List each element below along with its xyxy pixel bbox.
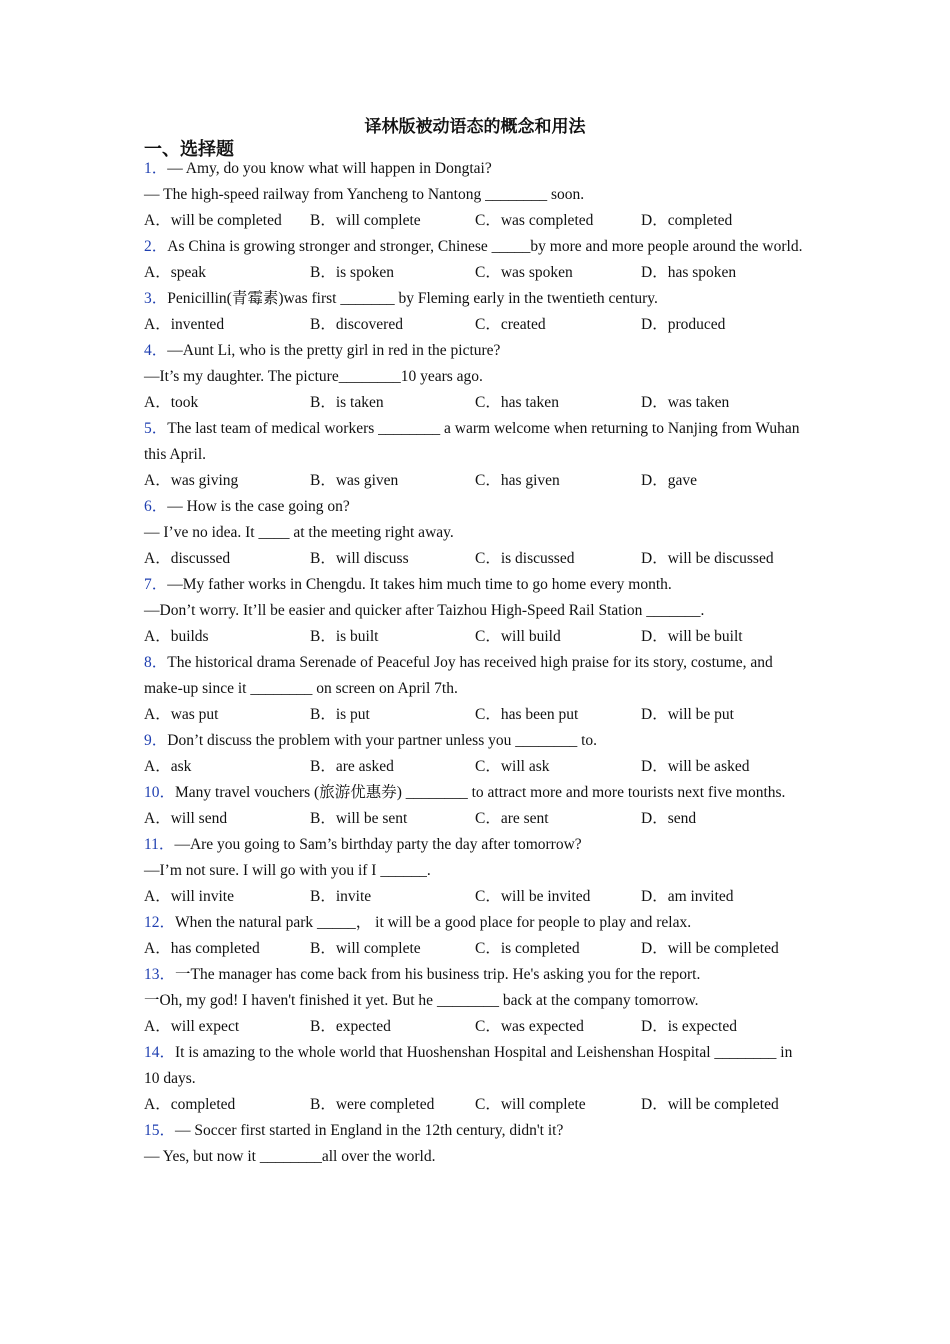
answer-options	[144, 936, 809, 962]
question-number: 1．	[144, 160, 168, 177]
option-b[interactable]: B．will complete	[310, 212, 421, 229]
question-stem	[144, 416, 809, 468]
section-heading: 一、选择题	[144, 139, 234, 159]
answer-options	[144, 546, 809, 572]
option-b[interactable]: B．will be sent	[310, 810, 408, 827]
option-b[interactable]: B．will complete	[310, 940, 421, 957]
option-b[interactable]: B．is taken	[310, 394, 384, 411]
question-number: 8．	[144, 654, 168, 671]
option-c[interactable]: C．is discussed	[475, 550, 575, 567]
option-a[interactable]: A．ask	[144, 758, 192, 775]
question-stem	[144, 832, 809, 858]
question-number: 12．	[144, 914, 176, 931]
option-c[interactable]: C．will ask	[475, 758, 550, 775]
option-c[interactable]: C．are sent	[475, 810, 549, 827]
option-d[interactable]: D．completed	[641, 212, 733, 229]
question-text: 一Oh, my god! I haven't finished it yet. But he ________ back at the company tomorrow.	[144, 992, 699, 1009]
option-d[interactable]: D．will be put	[641, 706, 734, 723]
question-14	[144, 1040, 809, 1118]
answer-options	[144, 624, 809, 650]
question-number: 9．	[144, 732, 168, 749]
question-stem	[144, 338, 809, 364]
question-reply	[144, 182, 809, 208]
question-text: — How is the case going on?	[167, 498, 350, 515]
question-stem	[144, 728, 809, 754]
option-a[interactable]: A．will be completed	[144, 212, 282, 229]
option-a[interactable]: A．took	[144, 394, 199, 411]
question-12	[144, 910, 809, 962]
question-stem	[144, 494, 809, 520]
question-stem	[144, 780, 809, 806]
question-3	[144, 286, 809, 338]
option-a[interactable]: A．was giving	[144, 472, 239, 489]
question-stem	[144, 962, 809, 988]
question-stem	[144, 1040, 809, 1092]
answer-options	[144, 208, 809, 234]
answer-options	[144, 884, 809, 910]
question-11	[144, 832, 809, 910]
question-15	[144, 1118, 809, 1170]
question-1	[144, 156, 809, 234]
option-c[interactable]: C．has been put	[475, 706, 579, 723]
option-d[interactable]: D．is expected	[641, 1018, 737, 1035]
question-text: The historical drama Serenade of Peaceful Joy has received high praise for its story, costume, and make-up since it ________ on screen on April 7th.	[144, 654, 773, 697]
question-text: It is amazing to the whole world that Huoshenshan Hospital and Leishenshan Hospital ________ in 10 days.	[144, 1044, 793, 1087]
question-stem	[144, 156, 809, 182]
option-b[interactable]: B．discovered	[310, 316, 403, 333]
question-number: 3．	[144, 290, 168, 307]
question-stem	[144, 286, 809, 312]
question-text: —Aunt Li, who is the pretty girl in red in the picture?	[167, 342, 501, 359]
option-b[interactable]: B．is built	[310, 628, 379, 645]
question-text: Penicillin(青霉素)was first _______ by Fleming early in the twentieth century.	[167, 290, 658, 307]
page-title: 译林版被动语态的概念和用法	[364, 117, 586, 136]
option-b[interactable]: B．invite	[310, 888, 372, 905]
question-reply	[144, 598, 809, 624]
question-stem	[144, 1118, 809, 1144]
option-a[interactable]: A．invented	[144, 316, 225, 333]
question-text: — Yes, but now it ________all over the world.	[144, 1148, 436, 1165]
question-number: 13．	[144, 966, 176, 983]
question-text: —It’s my daughter. The picture________10 years ago.	[144, 368, 483, 385]
option-c[interactable]: C．will complete	[475, 1096, 586, 1113]
answer-options	[144, 390, 809, 416]
question-8	[144, 650, 809, 728]
option-c[interactable]: C．will build	[475, 628, 561, 645]
option-a[interactable]: A．discussed	[144, 550, 231, 567]
option-d[interactable]: D．produced	[641, 316, 726, 333]
option-d[interactable]: D．will be discussed	[641, 550, 774, 567]
option-c[interactable]: C．was expected	[475, 1018, 584, 1035]
question-number: 4．	[144, 342, 168, 359]
option-d[interactable]: D．am invited	[641, 888, 734, 905]
answer-options	[144, 312, 809, 338]
question-text: —I’m not sure. I will go with you if I ______.	[144, 862, 431, 879]
question-text: Don’t discuss the problem with your partner unless you ________ to.	[167, 732, 598, 749]
option-a[interactable]: A．was put	[144, 706, 219, 723]
option-d[interactable]: D．was taken	[641, 394, 730, 411]
question-number: 5．	[144, 420, 168, 437]
question-text: — Amy, do you know what will happen in Dongtai?	[167, 160, 492, 177]
question-4	[144, 338, 809, 416]
answer-options	[144, 260, 809, 286]
question-text: When the natural park _____， it will be a good place for people to play and relax.	[175, 914, 692, 931]
option-b[interactable]: B．is put	[310, 706, 370, 723]
option-b[interactable]: B．was given	[310, 472, 399, 489]
answer-options	[144, 754, 809, 780]
question-text: — The high-speed railway from Yancheng to Nantong ________ soon.	[144, 186, 585, 203]
option-d[interactable]: D．will be built	[641, 628, 743, 645]
question-stem	[144, 910, 809, 936]
option-b[interactable]: B．were completed	[310, 1096, 435, 1113]
question-5	[144, 416, 809, 494]
option-b[interactable]: B．will discuss	[310, 550, 409, 567]
question-text: —My father works in Chengdu. It takes him much time to go home every month.	[167, 576, 672, 593]
option-c[interactable]: C．created	[475, 316, 546, 333]
option-c[interactable]: C．will be invited	[475, 888, 591, 905]
option-a[interactable]: A．will expect	[144, 1018, 240, 1035]
question-text: The last team of medical workers ________ a warm welcome when returning to Nanjing from Wuhan this April.	[144, 420, 800, 463]
question-reply	[144, 364, 809, 390]
question-9	[144, 728, 809, 780]
question-text: — Soccer first started in England in the 12th century, didn't it?	[175, 1122, 564, 1139]
question-reply	[144, 1144, 809, 1170]
option-a[interactable]: A．will send	[144, 810, 228, 827]
option-d[interactable]: D．send	[641, 810, 697, 827]
option-c[interactable]: C．has taken	[475, 394, 559, 411]
question-stem	[144, 650, 809, 702]
question-text: 一The manager has come back from his business trip. He's asking you for the report.	[175, 966, 701, 983]
question-reply	[144, 988, 809, 1014]
answer-options	[144, 806, 809, 832]
question-text: —Don’t worry. It’ll be easier and quicker after Taizhou High-Speed Rail Station _______.	[144, 602, 705, 619]
question-text: — I’ve no idea. It ____ at the meeting right away.	[144, 524, 454, 541]
option-a[interactable]: A．will invite	[144, 888, 234, 905]
question-number: 6．	[144, 498, 168, 515]
option-a[interactable]: A．builds	[144, 628, 209, 645]
question-2	[144, 234, 809, 286]
option-a[interactable]: A．has completed	[144, 940, 260, 957]
question-text: As China is growing stronger and stronger, Chinese _____by more and more people around the world.	[167, 238, 803, 255]
question-text: —Are you going to Sam’s birthday party the day after tomorrow?	[174, 836, 582, 853]
option-d[interactable]: D．has spoken	[641, 264, 737, 281]
option-a[interactable]: A．completed	[144, 1096, 236, 1113]
question-6	[144, 494, 809, 572]
question-10	[144, 780, 809, 832]
option-d[interactable]: D．will be completed	[641, 1096, 779, 1113]
answer-options	[144, 468, 809, 494]
question-stem	[144, 234, 809, 260]
option-d[interactable]: D．gave	[641, 472, 697, 489]
question-number: 15．	[144, 1122, 176, 1139]
question-list	[144, 156, 809, 1170]
option-d[interactable]: D．will be asked	[641, 758, 750, 775]
option-a[interactable]: A．speak	[144, 264, 206, 281]
question-7	[144, 572, 809, 650]
answer-options	[144, 702, 809, 728]
option-c[interactable]: C．has given	[475, 472, 560, 489]
question-number: 14．	[144, 1044, 176, 1061]
question-text: Many travel vouchers (旅游优惠券) ________ to attract more and more tourists next five months.	[175, 784, 786, 801]
option-b[interactable]: B．expected	[310, 1018, 391, 1035]
question-reply	[144, 520, 809, 546]
answer-options	[144, 1092, 809, 1118]
option-c[interactable]: C．was spoken	[475, 264, 573, 281]
question-number: 11．	[144, 836, 175, 853]
question-stem	[144, 572, 809, 598]
question-number: 2．	[144, 238, 168, 255]
question-13	[144, 962, 809, 1040]
answer-options	[144, 1014, 809, 1040]
option-b[interactable]: B．are asked	[310, 758, 394, 775]
option-b[interactable]: B．is spoken	[310, 264, 394, 281]
question-number: 7．	[144, 576, 168, 593]
question-reply	[144, 858, 809, 884]
option-d[interactable]: D．will be completed	[641, 940, 779, 957]
question-number: 10．	[144, 784, 176, 801]
option-c[interactable]: C．was completed	[475, 212, 594, 229]
option-c[interactable]: C．is completed	[475, 940, 580, 957]
